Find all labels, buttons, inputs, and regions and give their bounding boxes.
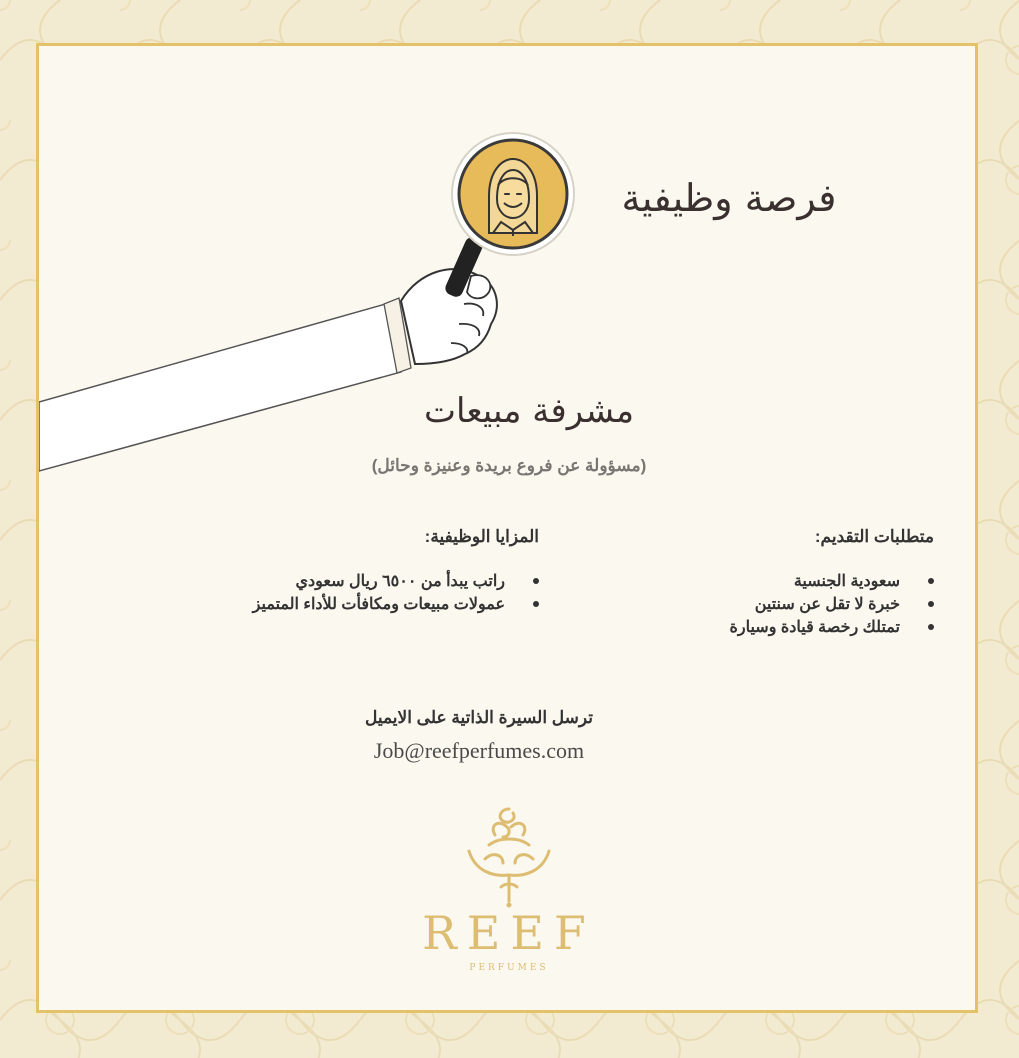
benefit-text: راتب يبدأ من ٦٥٠٠ ريال سعودي <box>295 573 505 590</box>
cta-label: ترسل السيرة الذاتية على الايميل <box>364 708 594 727</box>
contact-email-link[interactable]: Job@reefperfumes.com <box>373 738 585 763</box>
benefit-text: عمولات مبيعات ومكافأت للأداء المتميز <box>252 596 505 613</box>
reef-emblem-icon <box>459 801 559 911</box>
requirements-list <box>599 570 934 639</box>
job-subtitle: (مسؤولة عن فروع بريدة وعنيزة وحائل) <box>371 456 647 475</box>
woman-avatar-icon <box>489 159 537 236</box>
list-item <box>599 570 934 593</box>
list-item <box>139 593 539 616</box>
bullet-icon <box>928 624 934 630</box>
brand-tagline: PERFUMES <box>469 963 549 973</box>
job-title: مشرفة مبيعات <box>423 391 635 431</box>
bullet-icon <box>928 578 934 584</box>
requirement-text: تمتلك رخصة قيادة وسيارة <box>729 619 900 636</box>
headline: فرصة وظيفية <box>621 176 837 220</box>
list-item <box>139 570 539 593</box>
job-ad-card <box>36 43 978 1013</box>
bullet-icon <box>928 601 934 607</box>
bullet-icon <box>533 578 539 584</box>
benefits-list <box>139 570 539 616</box>
requirements-title: متطلبات التقديم: <box>814 527 934 546</box>
requirement-text: سعودية الجنسية <box>793 573 900 590</box>
benefits-title: المزايا الوظيفية: <box>424 527 539 546</box>
list-item <box>599 593 934 616</box>
requirement-text: خبرة لا تقل عن سنتين <box>754 596 900 613</box>
brand-name: REEF <box>422 906 596 960</box>
bullet-icon <box>533 601 539 607</box>
list-item <box>599 616 934 639</box>
